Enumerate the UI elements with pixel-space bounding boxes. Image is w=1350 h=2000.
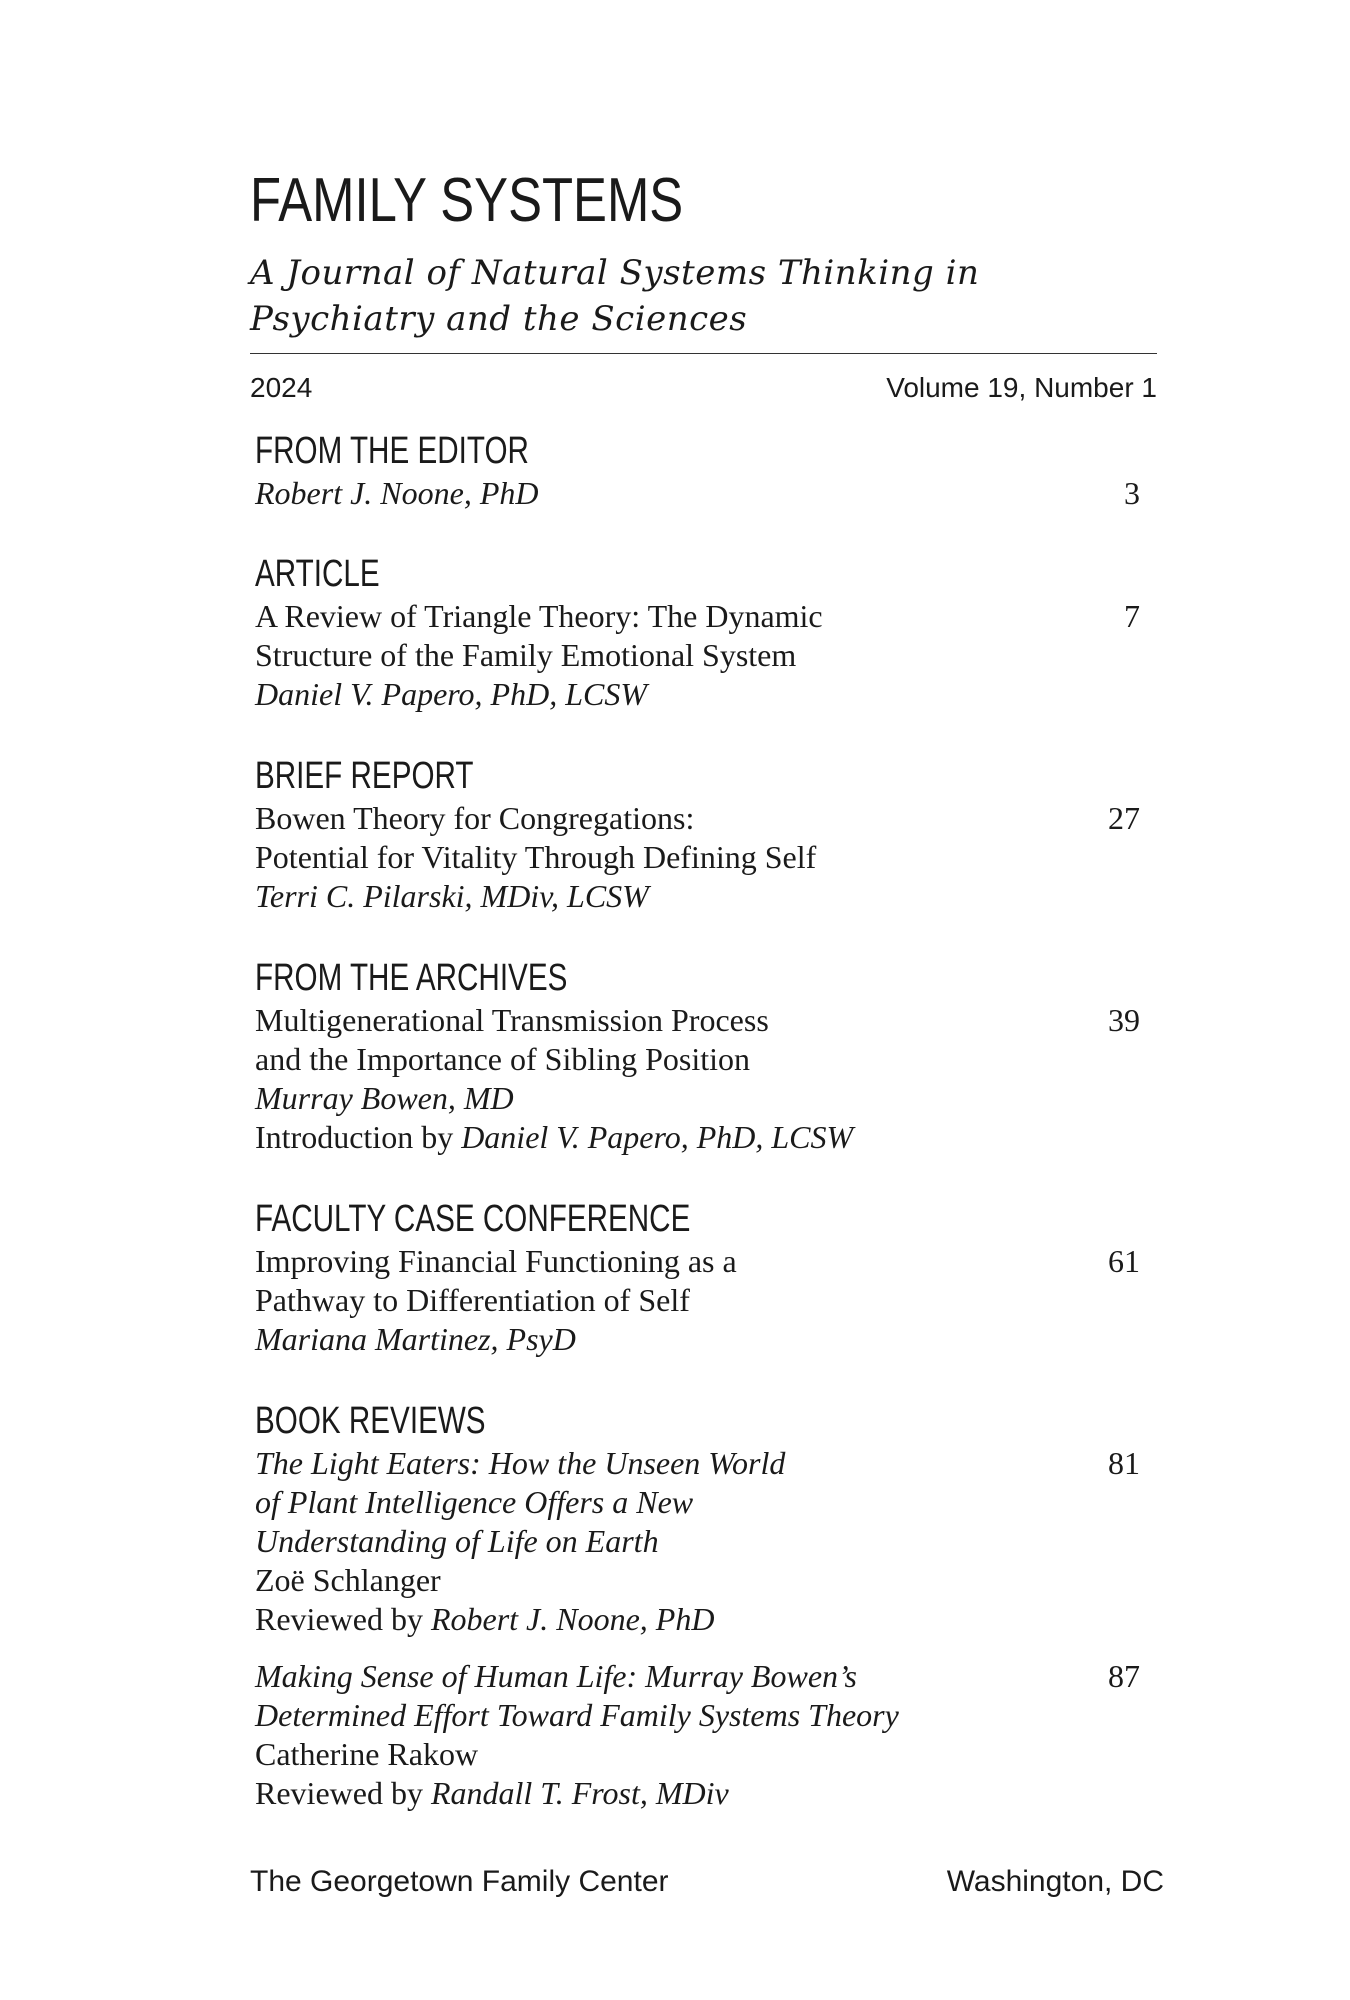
entry-author: Robert J. Noone, PhD — [255, 475, 539, 511]
section-book-reviews — [255, 1400, 1150, 1813]
toc-entry[interactable] — [255, 1001, 1150, 1157]
book-author: Catherine Rakow — [255, 1736, 479, 1772]
section-heading: FROM THE EDITOR — [255, 430, 529, 472]
toc-entry[interactable] — [255, 597, 1150, 714]
section-article — [255, 553, 1150, 714]
section-from-the-archives — [255, 957, 1150, 1157]
book-title-line: Understanding of Life on Earth — [255, 1523, 659, 1559]
toc-entry[interactable] — [255, 1242, 1150, 1359]
publisher-name: The Georgetown Family Center — [250, 1865, 669, 1898]
book-title-line: Determined Effort Toward Family Systems Theory — [255, 1697, 899, 1733]
section-heading: BOOK REVIEWS — [255, 1400, 486, 1442]
book-reviewer — [255, 1774, 1150, 1813]
entry-title-line: A Review of Triangle Theory: The Dynamic — [255, 598, 823, 634]
page-number: 39 — [1108, 1002, 1140, 1038]
entry-title-line: Bowen Theory for Congregations: — [255, 800, 695, 836]
subtitle-line: A Journal of Natural Systems Thinking in — [250, 253, 980, 293]
entry-title-line: Potential for Vitality Through Defining Self — [255, 839, 817, 875]
entry-author: Terri C. Pilarski, MDiv, LCSW — [255, 878, 649, 914]
reviewed-prefix: Reviewed by — [255, 1775, 431, 1811]
entry-title-line: Structure of the Family Emotional System — [255, 637, 797, 673]
section-from-the-editor — [255, 430, 1150, 513]
entry-title-line: Improving Financial Functioning as a — [255, 1243, 737, 1279]
subtitle-line: Psychiatry and the Sciences — [250, 299, 748, 339]
page-number: 87 — [1108, 1658, 1140, 1694]
intro-prefix: Introduction by — [255, 1119, 462, 1155]
journal-title: FAMILY SYSTEMS — [250, 166, 684, 235]
page-number: 27 — [1108, 800, 1140, 836]
intro-author: Daniel V. Papero, PhD, LCSW — [461, 1119, 854, 1155]
entry-title-line: and the Importance of Sibling Position — [255, 1041, 751, 1077]
page-number: 61 — [1108, 1243, 1140, 1279]
entry-author: Mariana Martinez, PsyD — [255, 1321, 576, 1357]
entry-title-line: Pathway to Differentiation of Self — [255, 1282, 690, 1318]
publisher-location: Washington, DC — [946, 1865, 1164, 1898]
entry-author: Murray Bowen, MD — [255, 1080, 514, 1116]
book-title-line: The Light Eaters: How the Unseen World — [255, 1445, 786, 1481]
toc-entry[interactable] — [255, 474, 1150, 513]
book-author: Zoë Schlanger — [255, 1562, 441, 1598]
section-heading: BRIEF REPORT — [255, 755, 474, 797]
book-reviewer — [255, 1600, 1150, 1639]
reviewed-prefix: Reviewed by — [255, 1601, 431, 1637]
reviewer-name: Randall T. Frost, MDiv — [430, 1775, 729, 1811]
issue-volume: Volume 19, Number 1 — [886, 372, 1157, 403]
book-title-line: Making Sense of Human Life: Murray Bowen’s — [255, 1658, 857, 1694]
entry-author: Daniel V. Papero, PhD, LCSW — [255, 676, 647, 712]
page-number: 3 — [1124, 475, 1140, 511]
entry-title-line: Multigenerational Transmission Process — [255, 1002, 769, 1038]
page-number: 81 — [1108, 1445, 1140, 1481]
section-heading: FACULTY CASE CONFERENCE — [255, 1198, 691, 1240]
header-divider — [250, 353, 1157, 354]
entry-introduction — [255, 1118, 1150, 1157]
toc-entry[interactable] — [255, 1444, 1150, 1639]
section-heading: FROM THE ARCHIVES — [255, 957, 568, 999]
section-heading: ARTICLE — [255, 553, 380, 595]
section-faculty-case-conference — [255, 1198, 1150, 1359]
section-brief-report — [255, 755, 1150, 916]
toc-entry[interactable] — [255, 799, 1150, 916]
page-number: 7 — [1124, 598, 1140, 634]
issue-year: 2024 — [250, 372, 313, 403]
book-title-line: of Plant Intelligence Offers a New — [255, 1484, 694, 1520]
toc-entry[interactable] — [255, 1657, 1150, 1813]
journal-subtitle — [250, 250, 979, 342]
reviewer-name: Robert J. Noone, PhD — [430, 1601, 715, 1637]
